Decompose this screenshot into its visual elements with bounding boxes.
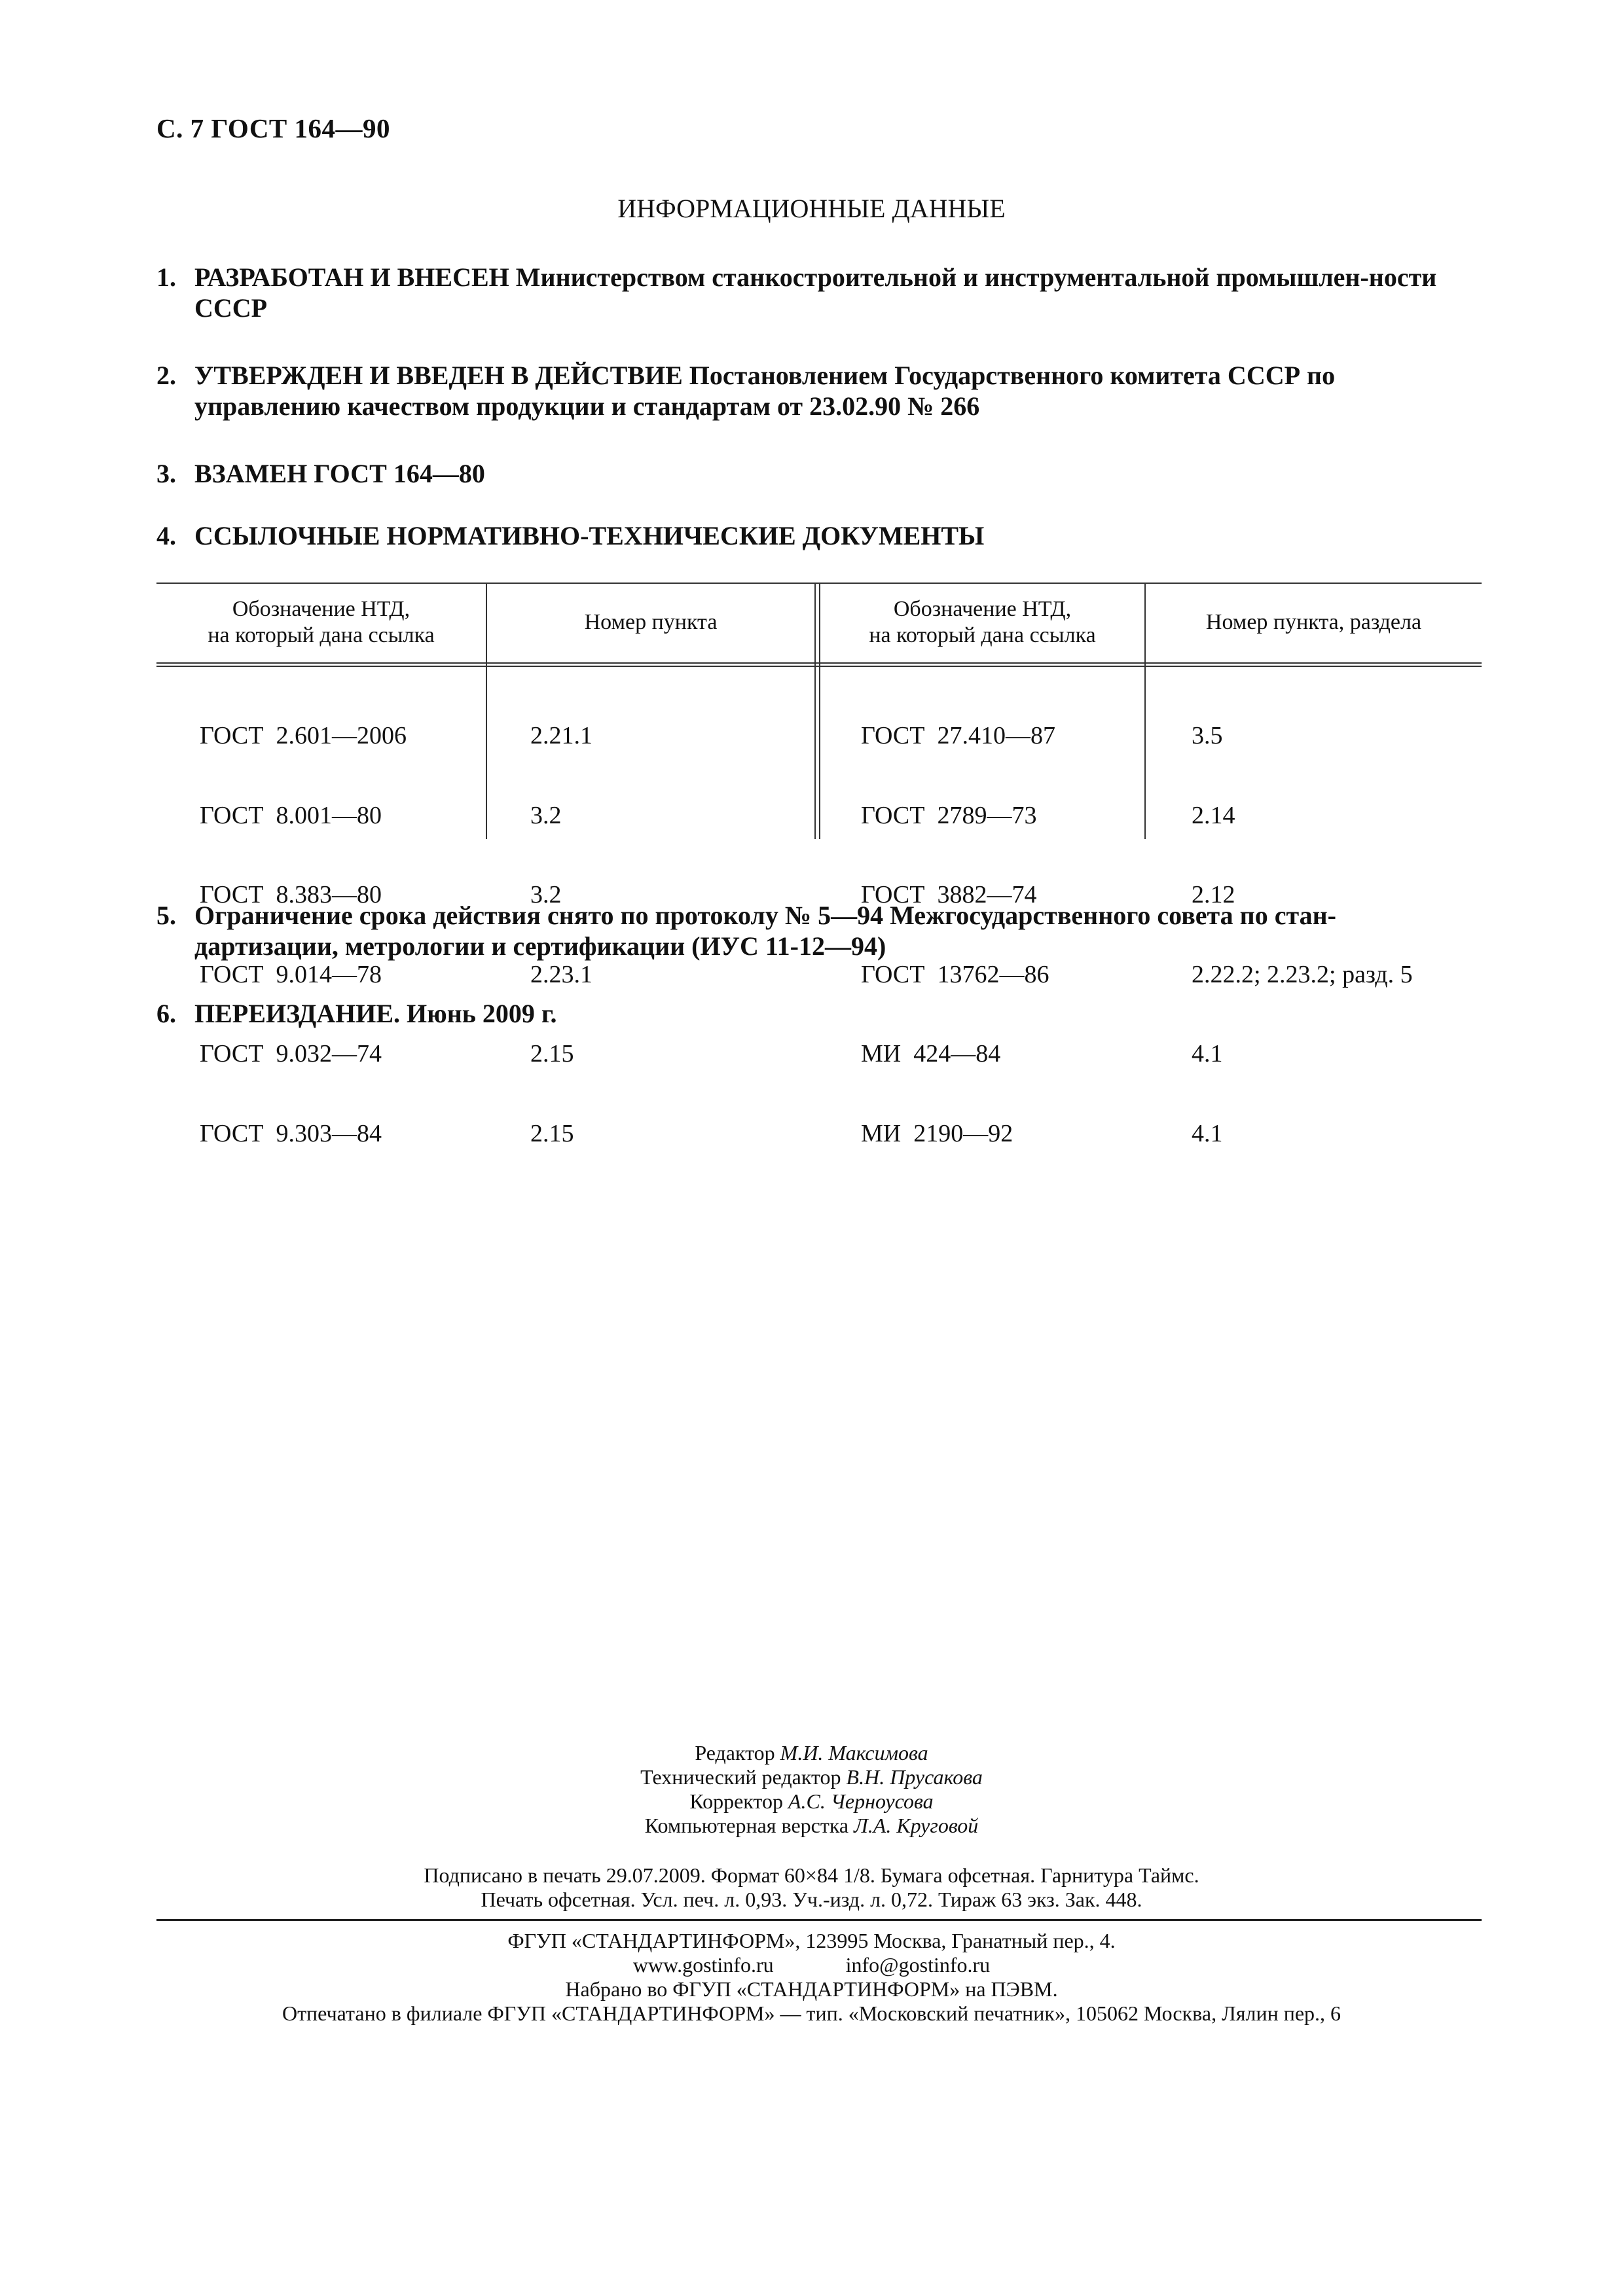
info-item-1 bbox=[156, 262, 1466, 323]
table-cell: ГОСТ 8.001—80 bbox=[200, 801, 382, 829]
item-number: 6. bbox=[156, 999, 176, 1028]
table-header-cell bbox=[820, 583, 1144, 662]
item-text: Ограничение срока действия снято по протоколу № 5—94 Межгосударственного совета по стан-дартизации, метрологии и сертификации (ИУС 11-12—94) bbox=[194, 901, 1336, 961]
info-item-6 bbox=[156, 998, 1466, 1029]
table-header-cell bbox=[487, 583, 814, 662]
info-item-3 bbox=[156, 458, 1466, 489]
item-lead: ВЗАМЕН ГОСТ 164—80 bbox=[194, 459, 485, 488]
item-number: 1. bbox=[156, 262, 176, 292]
tech-editor-name: В.Н. Прусакова bbox=[846, 1765, 983, 1789]
item-lead: УТВЕРЖДЕН И ВВЕДЕН В ДЕЙСТВИЕ bbox=[194, 361, 683, 390]
editor-line bbox=[0, 1741, 1623, 1765]
print-info-line: Печать офсетная. Усл. печ. л. 0,93. Уч.-изд. л. 0,72. Тираж 63 экз. Зак. 448. bbox=[481, 1888, 1142, 1911]
table-cell: ГОСТ 8.383—80 bbox=[200, 881, 382, 908]
info-item-5 bbox=[156, 900, 1466, 961]
colophon-print-info bbox=[0, 1863, 1623, 1912]
table-column-divider bbox=[814, 583, 816, 839]
editor-label: Редактор bbox=[695, 1741, 775, 1765]
table-cell: 2.14 bbox=[1192, 801, 1235, 829]
table-header-text: Номер пункта bbox=[584, 610, 718, 634]
publisher-address: ФГУП «СТАНДАРТИНФОРМ», 123995 Москва, Гранатный пер., 4. bbox=[507, 1929, 1116, 1952]
item-number: 2. bbox=[156, 361, 176, 390]
item-number: 5. bbox=[156, 901, 176, 930]
table-cell: ГОСТ 13762—86 bbox=[861, 960, 1049, 988]
page-header: С. 7 ГОСТ 164—90 bbox=[156, 113, 391, 143]
table-cell: 2.15 bbox=[530, 1040, 574, 1067]
item-lead: ССЫЛОЧНЫЕ НОРМАТИВНО-ТЕХНИЧЕСКИЕ ДОКУМЕНТЫ bbox=[194, 521, 985, 550]
table-cell: 2.12 bbox=[1192, 881, 1235, 908]
layout-label: Компьютерная верстка bbox=[644, 1814, 849, 1837]
tech-editor-label: Технический редактор bbox=[640, 1765, 841, 1789]
table-cell: МИ 424—84 bbox=[861, 1040, 1001, 1067]
table-cell: 2.22.2; 2.23.2; разд. 5 bbox=[1192, 960, 1413, 988]
publisher-contacts bbox=[0, 1953, 1623, 1977]
print-info-line: Подписано в печать 29.07.2009. Формат 60×84 1/8. Бумага офсетная. Гарнитура Таймс. bbox=[424, 1863, 1199, 1887]
table-cell: 3.2 bbox=[530, 881, 562, 908]
table-cell: 4.1 bbox=[1192, 1119, 1223, 1147]
table-header-cell bbox=[156, 583, 486, 662]
table-header-text: Обозначение НТД, на который дана ссылка bbox=[869, 597, 1096, 647]
corrector-name: А.С. Черноусова bbox=[788, 1789, 934, 1813]
table-cell: ГОСТ 2789—73 bbox=[861, 801, 1037, 829]
table-cell: МИ 2190—92 bbox=[861, 1119, 1013, 1147]
table-cell: ГОСТ 2.601—2006 bbox=[200, 722, 407, 749]
table-cell: ГОСТ 3882—74 bbox=[861, 881, 1037, 908]
item-text: Постановлением Государственного комитета СССР по управлению качеством продукции и стандартам от 23.02.90 № 266 bbox=[194, 361, 1336, 421]
page-title: ИНФОРМАЦИОННЫЕ ДАННЫЕ bbox=[617, 194, 1006, 223]
item-lead: РАЗРАБОТАН И ВНЕСЕН bbox=[194, 262, 509, 292]
table-cell: ГОСТ 9.014—78 bbox=[200, 960, 382, 988]
printed-note: Отпечатано в филиале ФГУП «СТАНДАРТИНФОРМ» — тип. «Московский печатник», 105062 Москва, Лялин пер., 6 bbox=[282, 2001, 1341, 2025]
colophon-editors bbox=[0, 1741, 1623, 1838]
tech-editor-line bbox=[0, 1765, 1623, 1789]
info-item-4 bbox=[156, 520, 1466, 551]
table-cell: ГОСТ 9.303—84 bbox=[200, 1119, 382, 1147]
table-cell: 2.21.1 bbox=[530, 722, 593, 749]
layout-line bbox=[0, 1814, 1623, 1838]
table-cell: 3.5 bbox=[1192, 722, 1223, 749]
corrector-label: Корректор bbox=[689, 1789, 783, 1813]
colophon-divider bbox=[156, 1919, 1482, 1921]
table-cell: 2.23.1 bbox=[530, 960, 593, 988]
publisher-email: info@gostinfo.ru bbox=[845, 1953, 991, 1977]
table-cell: ГОСТ 27.410—87 bbox=[861, 722, 1055, 749]
colophon-publisher bbox=[0, 1929, 1623, 2026]
table-header-cell bbox=[1146, 583, 1482, 662]
table-cell: 4.1 bbox=[1192, 1040, 1223, 1067]
publisher-website: www.gostinfo.ru bbox=[632, 1953, 774, 1977]
item-number: 3. bbox=[156, 459, 176, 488]
item-text: Июнь 2009 г. bbox=[400, 999, 557, 1028]
table-cell: 3.2 bbox=[530, 801, 562, 829]
item-lead: ПЕРЕИЗДАНИЕ. bbox=[194, 999, 401, 1028]
typeset-note: Набрано во ФГУП «СТАНДАРТИНФОРМ» на ПЭВМ. bbox=[565, 1977, 1058, 2001]
item-text: Министерством станкостроительной и инструментальной промышлен-ности СССР bbox=[194, 262, 1437, 323]
item-number: 4. bbox=[156, 521, 176, 550]
editor-name: М.И. Максимова bbox=[780, 1741, 928, 1765]
layout-name: Л.А. Круговой bbox=[854, 1814, 979, 1837]
info-item-2 bbox=[156, 360, 1466, 422]
table-header-text: Номер пункта, раздела bbox=[1205, 610, 1422, 634]
table-cell: ГОСТ 9.032—74 bbox=[200, 1040, 382, 1067]
corrector-line bbox=[0, 1789, 1623, 1814]
table-header-text: Обозначение НТД, на который дана ссылка bbox=[208, 597, 435, 647]
table-cell: 2.15 bbox=[530, 1119, 574, 1147]
